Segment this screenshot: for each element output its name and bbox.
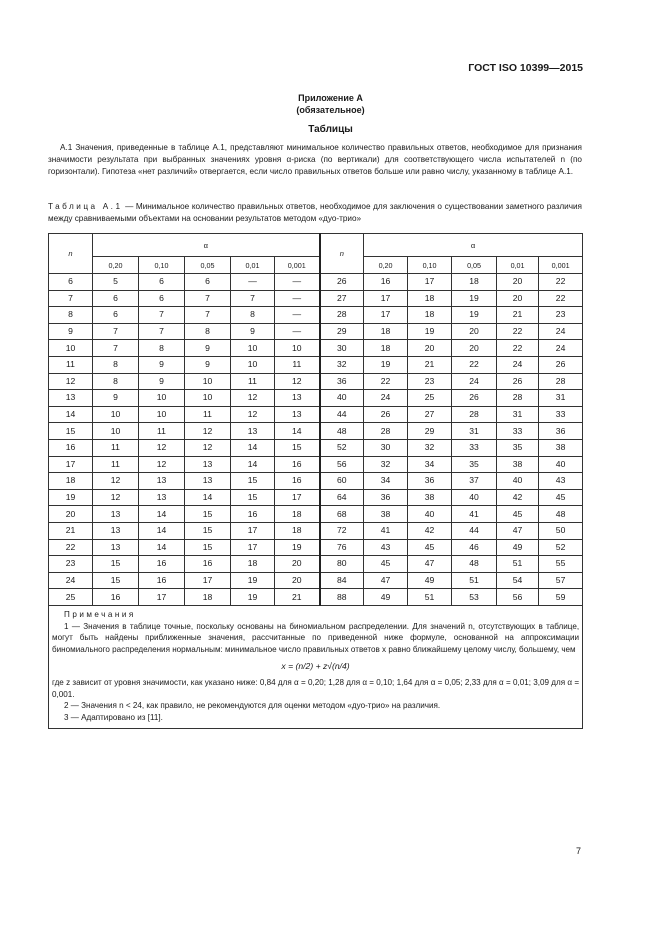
critical-value-cell: 15: [185, 506, 231, 523]
table-body: [49, 274, 583, 606]
critical-value-cell: 15: [185, 522, 231, 539]
n-value-cell: 9: [49, 323, 93, 340]
critical-value-cell: 11: [139, 423, 185, 440]
critical-value-cell: 15: [93, 572, 139, 589]
critical-value-cell: 16: [139, 572, 185, 589]
n-value-cell: 23: [49, 556, 93, 573]
critical-value-cell: 10: [93, 423, 139, 440]
table-row: [49, 473, 583, 490]
appendix-title: Приложение А: [298, 93, 363, 103]
table-notes: [49, 605, 583, 728]
header-row: [49, 234, 583, 257]
table-row: [49, 390, 583, 407]
critical-value-cell: 17: [408, 274, 452, 291]
critical-value-cell: 37: [452, 473, 497, 490]
critical-value-cell: 33: [539, 406, 583, 423]
critical-value-cell: 36: [364, 489, 408, 506]
note-3: 3 — Адаптировано из [11].: [64, 713, 163, 723]
critical-value-cell: 43: [539, 473, 583, 490]
critical-value-cell: 20: [452, 340, 497, 357]
critical-value-cell: 13: [231, 423, 275, 440]
critical-value-cell: 13: [275, 390, 320, 407]
critical-value-cell: 26: [452, 390, 497, 407]
critical-value-cell: 34: [408, 456, 452, 473]
critical-value-cell: 45: [364, 556, 408, 573]
table-row: [49, 373, 583, 390]
n-value-cell: 32: [320, 356, 364, 373]
critical-value-cell: 47: [497, 522, 539, 539]
n-value-cell: 80: [320, 556, 364, 573]
critical-value-cell: 19: [231, 589, 275, 606]
critical-value-cell: 47: [408, 556, 452, 573]
critical-value-cell: 7: [93, 340, 139, 357]
critical-value-cell: 40: [408, 506, 452, 523]
n-value-cell: 25: [49, 589, 93, 606]
alpha-header: α: [364, 234, 583, 257]
critical-value-cell: 10: [185, 390, 231, 407]
critical-value-cell: 12: [93, 489, 139, 506]
alpha-level: 0,10: [139, 257, 185, 274]
critical-value-cell: 14: [231, 439, 275, 456]
n-value-cell: 11: [49, 356, 93, 373]
critical-value-cell: 23: [408, 373, 452, 390]
critical-value-cell: 17: [231, 522, 275, 539]
n-value-cell: 13: [49, 390, 93, 407]
n-value-cell: 7: [49, 290, 93, 307]
critical-value-cell: 42: [497, 489, 539, 506]
critical-value-cell: 18: [408, 307, 452, 324]
alpha-level: 0,20: [364, 257, 408, 274]
critical-value-cell: 15: [275, 439, 320, 456]
n-value-cell: 76: [320, 539, 364, 556]
formula: x = (n/2) + z√(n/4): [281, 661, 350, 672]
critical-value-cell: 11: [185, 406, 231, 423]
critical-value-cell: 22: [539, 290, 583, 307]
table-row: [49, 539, 583, 556]
n-value-cell: 52: [320, 439, 364, 456]
critical-value-cell: 33: [452, 439, 497, 456]
n-value-cell: 14: [49, 406, 93, 423]
alpha-level: 0,20: [93, 257, 139, 274]
critical-value-cell: 51: [497, 556, 539, 573]
critical-value-cell: 24: [452, 373, 497, 390]
critical-value-cell: 49: [497, 539, 539, 556]
critical-value-cell: 17: [139, 589, 185, 606]
critical-value-cell: 7: [231, 290, 275, 307]
critical-value-cell: 24: [539, 323, 583, 340]
critical-value-cell: 10: [275, 340, 320, 357]
critical-value-cell: 14: [185, 489, 231, 506]
critical-value-cell: 33: [497, 423, 539, 440]
critical-value-cell: 35: [497, 439, 539, 456]
section-title: Таблицы: [308, 124, 353, 135]
table-row: [49, 522, 583, 539]
critical-value-cell: 13: [139, 489, 185, 506]
n-value-cell: 72: [320, 522, 364, 539]
critical-value-cell: 20: [497, 290, 539, 307]
critical-value-cell: 8: [93, 356, 139, 373]
critical-value-cell: 20: [408, 340, 452, 357]
critical-value-cell: 59: [539, 589, 583, 606]
critical-value-cell: 19: [231, 572, 275, 589]
critical-value-cell: 8: [231, 307, 275, 324]
critical-value-cell: 31: [452, 423, 497, 440]
critical-value-cell: 40: [497, 473, 539, 490]
critical-value-cell: 26: [497, 373, 539, 390]
n-value-cell: 88: [320, 589, 364, 606]
intro-paragraph: А.1 Значения, приведенные в таблице А.1, представляют минимальное количество правильных ответов, необходимое для признания значимости результата при выбранных значениях уровня α-риска (по вертикали) для соответствующего числа испытателей n (по горизонтали). Гипотеза «нет различий» отвергается, если число правильных ответов больше или равно числу, указанному в таблице А.1.: [48, 143, 582, 177]
critical-value-cell: 50: [539, 522, 583, 539]
critical-value-cell: 16: [275, 473, 320, 490]
critical-value-cell: 10: [139, 390, 185, 407]
table-row: [49, 589, 583, 606]
alpha-level: 0,10: [408, 257, 452, 274]
critical-value-cell: 10: [185, 373, 231, 390]
critical-value-cell: 13: [93, 539, 139, 556]
critical-value-cell: 6: [93, 290, 139, 307]
critical-value-cell: 10: [231, 340, 275, 357]
critical-value-cell: 28: [497, 390, 539, 407]
critical-value-cell: 20: [275, 572, 320, 589]
critical-value-cell: 22: [364, 373, 408, 390]
critical-value-cell: 27: [408, 406, 452, 423]
critical-value-cell: 21: [408, 356, 452, 373]
table-row: [49, 356, 583, 373]
critical-value-cell: 38: [497, 456, 539, 473]
critical-value-cell: 7: [139, 323, 185, 340]
critical-value-cell: 21: [275, 589, 320, 606]
critical-value-cell: 17: [364, 290, 408, 307]
critical-value-cell: 22: [497, 323, 539, 340]
critical-value-cell: 32: [364, 456, 408, 473]
critical-value-cell: 9: [139, 356, 185, 373]
table-caption-label: Таблица А.1: [48, 202, 123, 211]
critical-value-cell: 45: [539, 489, 583, 506]
critical-value-cell: 10: [93, 406, 139, 423]
critical-value-cell: 8: [93, 373, 139, 390]
critical-value-cell: 24: [364, 390, 408, 407]
critical-value-cell: 12: [185, 423, 231, 440]
notes-title: Примечания: [64, 609, 136, 619]
n-value-cell: 68: [320, 506, 364, 523]
critical-value-cell: 42: [408, 522, 452, 539]
n-value-cell: 36: [320, 373, 364, 390]
critical-value-cell: 13: [93, 522, 139, 539]
n-value-cell: 60: [320, 473, 364, 490]
n-header: n: [320, 234, 364, 274]
table-row: [49, 456, 583, 473]
critical-value-cell: 29: [408, 423, 452, 440]
critical-value-cell: 38: [364, 506, 408, 523]
critical-value-cell: 10: [139, 406, 185, 423]
alpha-levels-row: [49, 257, 583, 274]
table-row: [49, 274, 583, 291]
critical-value-cell: —: [275, 307, 320, 324]
critical-value-cell: 16: [275, 456, 320, 473]
critical-value-cell: 15: [93, 556, 139, 573]
alpha-level: 0,01: [231, 257, 275, 274]
critical-value-cell: 9: [93, 390, 139, 407]
critical-value-cell: 6: [93, 307, 139, 324]
n-value-cell: 40: [320, 390, 364, 407]
alpha-header: α: [93, 234, 320, 257]
critical-value-cell: 20: [452, 323, 497, 340]
critical-value-cell: 12: [185, 439, 231, 456]
critical-value-cell: 19: [275, 539, 320, 556]
n-value-cell: 15: [49, 423, 93, 440]
alpha-level: 0,01: [497, 257, 539, 274]
critical-value-cell: 15: [231, 473, 275, 490]
critical-value-cell: 56: [497, 589, 539, 606]
n-value-cell: 16: [49, 439, 93, 456]
critical-value-cell: 6: [139, 274, 185, 291]
n-value-cell: 64: [320, 489, 364, 506]
critical-value-cell: 32: [408, 439, 452, 456]
n-value-cell: 21: [49, 522, 93, 539]
n-value-cell: 6: [49, 274, 93, 291]
critical-value-cell: 7: [93, 323, 139, 340]
critical-value-cell: 16: [231, 506, 275, 523]
critical-value-cell: 54: [497, 572, 539, 589]
alpha-level: 0,05: [185, 257, 231, 274]
critical-value-cell: 44: [452, 522, 497, 539]
critical-value-cell: 17: [185, 572, 231, 589]
critical-value-cell: 51: [408, 589, 452, 606]
n-header: n: [49, 234, 93, 274]
critical-value-cell: 52: [539, 539, 583, 556]
critical-value-cell: 19: [452, 307, 497, 324]
critical-value-cell: 12: [275, 373, 320, 390]
critical-value-cell: 7: [185, 307, 231, 324]
critical-value-cell: 53: [452, 589, 497, 606]
critical-value-cell: 6: [139, 290, 185, 307]
note-1: 1 — Значения в таблице точные, поскольку основаны на биномиальном распределении. Для значений n, отсутствующих в таблице, могут быть найдены приближенные значения, рассчитанные по приведенной ниже формуле, основанной на аппроксимации биномиального распределения нормальным: минимальное число правильных ответов x равно ближайшему целому числу, большему, чем: [52, 621, 580, 655]
critical-value-cell: 9: [139, 373, 185, 390]
critical-value-cell: 30: [364, 439, 408, 456]
table-row: [49, 572, 583, 589]
critical-value-cell: 36: [539, 423, 583, 440]
critical-value-cell: 18: [364, 340, 408, 357]
n-value-cell: 44: [320, 406, 364, 423]
critical-value-cell: 38: [539, 439, 583, 456]
critical-value-cell: 11: [93, 439, 139, 456]
critical-value-cell: 31: [539, 390, 583, 407]
critical-value-cell: 40: [452, 489, 497, 506]
critical-value-cell: 13: [185, 456, 231, 473]
critical-value-cell: 12: [139, 439, 185, 456]
table-caption: [48, 201, 582, 225]
critical-value-cell: 48: [452, 556, 497, 573]
critical-value-cell: 36: [408, 473, 452, 490]
critical-value-cell: 14: [275, 423, 320, 440]
critical-value-cell: 16: [185, 556, 231, 573]
critical-value-cell: 11: [93, 456, 139, 473]
critical-value-cell: 21: [497, 307, 539, 324]
critical-value-cell: 15: [231, 489, 275, 506]
critical-value-cell: 51: [452, 572, 497, 589]
critical-values-table: [48, 233, 583, 729]
critical-value-cell: 7: [139, 307, 185, 324]
critical-value-cell: 12: [93, 473, 139, 490]
critical-value-cell: 12: [231, 390, 275, 407]
table-row: [49, 340, 583, 357]
critical-value-cell: 46: [452, 539, 497, 556]
note-1-continued: где z зависит от уровня значимости, как указано ниже: 0,84 для α = 0,20; 1,28 для α = 0,10; 1,64 для α = 0,05; 2,33 для α = 0,01; 3,09 для α = 0,001.: [52, 677, 580, 699]
n-value-cell: 84: [320, 572, 364, 589]
table-caption-text: — Минимальное количество правильных ответов, необходимое для заключения о существовании заметного различия между сравниваемыми объектами на основании результатов методом «дуо-трио»: [48, 202, 582, 224]
critical-value-cell: 55: [539, 556, 583, 573]
critical-value-cell: 57: [539, 572, 583, 589]
critical-value-cell: 40: [539, 456, 583, 473]
critical-value-cell: 47: [364, 572, 408, 589]
n-value-cell: 20: [49, 506, 93, 523]
critical-value-cell: 35: [452, 456, 497, 473]
critical-value-cell: —: [231, 274, 275, 291]
critical-value-cell: 5: [93, 274, 139, 291]
critical-value-cell: —: [275, 290, 320, 307]
critical-value-cell: 9: [185, 356, 231, 373]
critical-value-cell: 22: [497, 340, 539, 357]
table-row: [49, 307, 583, 324]
critical-value-cell: 18: [275, 522, 320, 539]
critical-value-cell: 19: [408, 323, 452, 340]
critical-value-cell: 49: [408, 572, 452, 589]
critical-value-cell: 49: [364, 589, 408, 606]
critical-value-cell: 9: [185, 340, 231, 357]
critical-value-cell: 6: [185, 274, 231, 291]
n-value-cell: 12: [49, 373, 93, 390]
critical-value-cell: 20: [497, 274, 539, 291]
critical-value-cell: 13: [93, 506, 139, 523]
alpha-level: 0,001: [275, 257, 320, 274]
critical-value-cell: 17: [364, 307, 408, 324]
critical-value-cell: 28: [539, 373, 583, 390]
critical-value-cell: 17: [231, 539, 275, 556]
critical-value-cell: 24: [497, 356, 539, 373]
table-row: [49, 439, 583, 456]
critical-value-cell: —: [275, 323, 320, 340]
critical-value-cell: 34: [364, 473, 408, 490]
table-row: [49, 556, 583, 573]
critical-value-cell: 45: [497, 506, 539, 523]
note-2: 2 — Значения n < 24, как правило, не рекомендуются для оценки методом «дуо-трио» на различия.: [64, 701, 441, 711]
n-value-cell: 10: [49, 340, 93, 357]
table-row: [49, 406, 583, 423]
alpha-level: 0,001: [539, 257, 583, 274]
critical-value-cell: 12: [231, 406, 275, 423]
critical-value-cell: 20: [275, 556, 320, 573]
critical-value-cell: 41: [364, 522, 408, 539]
critical-value-cell: 18: [275, 506, 320, 523]
critical-value-cell: 14: [139, 539, 185, 556]
critical-value-cell: 13: [185, 473, 231, 490]
page-number: 7: [575, 846, 581, 856]
critical-value-cell: 10: [231, 356, 275, 373]
table-row: [49, 506, 583, 523]
n-value-cell: 18: [49, 473, 93, 490]
critical-value-cell: 14: [139, 522, 185, 539]
n-value-cell: 56: [320, 456, 364, 473]
critical-value-cell: 18: [231, 556, 275, 573]
critical-value-cell: 13: [139, 473, 185, 490]
critical-value-cell: 26: [364, 406, 408, 423]
critical-value-cell: 28: [452, 406, 497, 423]
critical-value-cell: 48: [539, 506, 583, 523]
critical-value-cell: 9: [231, 323, 275, 340]
critical-value-cell: 25: [408, 390, 452, 407]
critical-value-cell: 17: [275, 489, 320, 506]
critical-value-cell: 14: [231, 456, 275, 473]
n-value-cell: 48: [320, 423, 364, 440]
critical-value-cell: 11: [231, 373, 275, 390]
n-value-cell: 29: [320, 323, 364, 340]
table-row: [49, 323, 583, 340]
critical-value-cell: 24: [539, 340, 583, 357]
critical-value-cell: 8: [185, 323, 231, 340]
critical-value-cell: 22: [452, 356, 497, 373]
critical-value-cell: 8: [139, 340, 185, 357]
critical-value-cell: 23: [539, 307, 583, 324]
critical-value-cell: 38: [408, 489, 452, 506]
critical-value-cell: 7: [185, 290, 231, 307]
n-value-cell: 22: [49, 539, 93, 556]
critical-value-cell: 15: [185, 539, 231, 556]
table-row: [49, 489, 583, 506]
alpha-level: 0,05: [452, 257, 497, 274]
table-row: [49, 290, 583, 307]
appendix-heading: [0, 92, 661, 116]
n-value-cell: 30: [320, 340, 364, 357]
critical-value-cell: 19: [452, 290, 497, 307]
n-value-cell: 24: [49, 572, 93, 589]
critical-value-cell: 41: [452, 506, 497, 523]
critical-value-cell: 26: [539, 356, 583, 373]
critical-value-cell: 18: [452, 274, 497, 291]
critical-value-cell: 19: [364, 356, 408, 373]
document-code: ГОСТ ISO 10399—2015: [468, 62, 583, 74]
notes-row: [49, 605, 583, 728]
critical-value-cell: 14: [139, 506, 185, 523]
critical-value-cell: 18: [408, 290, 452, 307]
table-row: [49, 423, 583, 440]
critical-value-cell: 45: [408, 539, 452, 556]
critical-value-cell: 16: [139, 556, 185, 573]
critical-value-cell: 28: [364, 423, 408, 440]
critical-value-cell: 12: [139, 456, 185, 473]
n-value-cell: 17: [49, 456, 93, 473]
n-value-cell: 28: [320, 307, 364, 324]
critical-value-cell: 43: [364, 539, 408, 556]
n-value-cell: 19: [49, 489, 93, 506]
critical-value-cell: 13: [275, 406, 320, 423]
appendix-status: (обязательное): [296, 105, 365, 115]
critical-value-cell: 18: [364, 323, 408, 340]
critical-value-cell: 16: [93, 589, 139, 606]
n-value-cell: 8: [49, 307, 93, 324]
critical-value-cell: 31: [497, 406, 539, 423]
critical-value-cell: —: [275, 274, 320, 291]
n-value-cell: 27: [320, 290, 364, 307]
critical-value-cell: 18: [185, 589, 231, 606]
n-value-cell: 26: [320, 274, 364, 291]
critical-value-cell: 11: [275, 356, 320, 373]
critical-value-cell: 22: [539, 274, 583, 291]
critical-value-cell: 16: [364, 274, 408, 291]
